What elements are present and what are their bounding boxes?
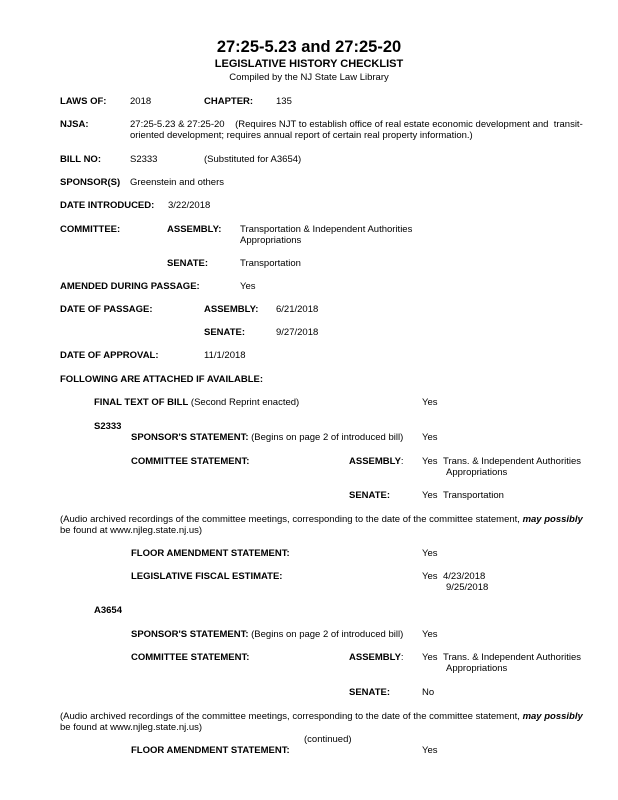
- a3654-senate-value: No: [422, 687, 435, 698]
- passage-assembly-value: 6/21/2018: [276, 304, 319, 315]
- date-introduced-label: DATE INTRODUCED:: [60, 200, 155, 211]
- a3654-assembly-label: ASSEMBLY: [349, 652, 401, 663]
- s2333-assembly-colon: :: [400, 456, 404, 467]
- chapter-value: 135: [276, 96, 292, 107]
- audio-note-2-text: (Audio archived recordings of the committee meetings, corresponding to the date of the committee statement,: [60, 711, 523, 722]
- audio-note-2-emphasis: may possibly: [522, 711, 583, 722]
- audio-note-emphasis: may possibly: [522, 514, 583, 525]
- njsa-description-line1: 27:25-5.23 & 27:25-20 (Requires NJT to establish office of real estate economic development and transit-: [130, 119, 583, 130]
- s2333-heading: S2333: [94, 421, 122, 432]
- passage-label: DATE OF PASSAGE:: [60, 304, 153, 315]
- s2333-floor-amendment-label: FLOOR AMENDMENT STATEMENT:: [131, 548, 290, 559]
- bill-substitution-note: (Substituted for A3654): [204, 154, 302, 165]
- a3654-sponsor-statement-row: [131, 629, 403, 640]
- s2333-fiscal-estimate-value: Yes: [422, 571, 438, 582]
- a3654-assembly-committee-line2: Appropriations: [446, 663, 508, 674]
- audio-note-text: (Audio archived recordings of the committee meetings, corresponding to the date of the committee statement,: [60, 514, 523, 525]
- audio-note-line1: [60, 514, 583, 525]
- committee-assembly-label: ASSEMBLY:: [167, 224, 222, 235]
- committee-assembly-line1: Transportation & Independent Authorities: [240, 224, 413, 235]
- s2333-sponsor-statement-label: SPONSOR'S STATEMENT:: [131, 432, 249, 443]
- approval-label: DATE OF APPROVAL:: [60, 350, 159, 361]
- a3654-assembly-colon: :: [400, 652, 404, 663]
- final-text-note: (Second Reprint enacted): [188, 397, 300, 408]
- audio-note-2-line2: be found at www.njleg.state.nj.us): [60, 722, 203, 733]
- s2333-assembly-committee-line2: Appropriations: [446, 467, 508, 478]
- amended-value: Yes: [240, 281, 256, 292]
- a3654-heading: A3654: [94, 605, 122, 616]
- a3654-floor-amendment-label: FLOOR AMENDMENT STATEMENT:: [131, 745, 290, 756]
- laws-of-label: LAWS OF:: [60, 96, 107, 107]
- s2333-sponsor-statement-row: [131, 432, 403, 443]
- passage-senate-value: 9/27/2018: [276, 327, 319, 338]
- approval-value: 11/1/2018: [204, 350, 246, 361]
- bill-no-label: BILL NO:: [60, 154, 101, 165]
- s2333-fiscal-estimate-label: LEGISLATIVE FISCAL ESTIMATE:: [131, 571, 283, 582]
- final-text-row: [94, 397, 299, 408]
- njsa-description-line2: oriented development; requires annual report of certain real property information.): [130, 130, 473, 141]
- page-subtitle: LEGISLATIVE HISTORY CHECKLIST: [214, 58, 404, 70]
- a3654-sponsor-statement-note: (Begins on page 2 of introduced bill): [248, 629, 404, 640]
- njsa-label: NJSA:: [60, 119, 89, 130]
- a3654-assembly-committee-line1: Trans. & Independent Authorities: [443, 652, 582, 663]
- passage-assembly-label: ASSEMBLY:: [204, 304, 259, 315]
- a3654-sponsor-statement-label: SPONSOR'S STATEMENT:: [131, 629, 249, 640]
- laws-of-value: 2018: [130, 96, 152, 107]
- s2333-assembly-committee-line1: Trans. & Independent Authorities: [443, 456, 582, 467]
- s2333-sponsor-statement-note: (Begins on page 2 of introduced bill): [248, 432, 404, 443]
- page-title: 27:25-5.23 and 27:25-20: [216, 38, 402, 56]
- committee-senate-label: SENATE:: [167, 258, 208, 269]
- passage-senate-label: SENATE:: [204, 327, 245, 338]
- date-introduced-value: 3/22/2018: [168, 200, 211, 211]
- a3654-senate-label: SENATE:: [349, 687, 390, 698]
- amended-label: AMENDED DURING PASSAGE:: [60, 281, 200, 292]
- s2333-committee-statement-label: COMMITTEE STATEMENT:: [131, 456, 250, 467]
- chapter-label: CHAPTER:: [204, 96, 254, 107]
- continued-note: (continued): [304, 734, 352, 745]
- s2333-assembly-row: [349, 456, 404, 467]
- sponsors-label: SPONSOR(S): [60, 177, 121, 188]
- s2333-fiscal-estimate-date1: 4/23/2018: [443, 571, 486, 582]
- compiled-by: Compiled by the NJ State Law Library: [229, 72, 389, 83]
- committee-assembly-line2: Appropriations: [240, 235, 302, 246]
- sponsors-value: Greenstein and others: [130, 177, 225, 188]
- s2333-fiscal-estimate-date2: 9/25/2018: [446, 582, 489, 593]
- bill-no-value: S2333: [130, 154, 158, 165]
- s2333-sponsor-statement-value: Yes: [422, 432, 438, 443]
- final-text-value: Yes: [422, 397, 438, 408]
- s2333-floor-amendment-value: Yes: [422, 548, 438, 559]
- s2333-senate-value: Yes: [422, 490, 438, 501]
- s2333-assembly-value: Yes: [422, 456, 438, 467]
- s2333-senate-label: SENATE:: [349, 490, 390, 501]
- a3654-assembly-row: [349, 652, 404, 663]
- audio-note-2-line1: [60, 711, 583, 722]
- a3654-sponsor-statement-value: Yes: [422, 629, 438, 640]
- final-text-label: FINAL TEXT OF BILL: [94, 397, 189, 408]
- audio-note-line2: be found at www.njleg.state.nj.us): [60, 525, 203, 536]
- s2333-senate-committee: Transportation: [443, 490, 504, 501]
- a3654-committee-statement-label: COMMITTEE STATEMENT:: [131, 652, 250, 663]
- a3654-assembly-value: Yes: [422, 652, 438, 663]
- attached-heading: FOLLOWING ARE ATTACHED IF AVAILABLE:: [60, 374, 263, 385]
- s2333-assembly-label: ASSEMBLY: [349, 456, 401, 467]
- a3654-floor-amendment-value: Yes: [422, 745, 438, 756]
- committee-label: COMMITTEE:: [60, 224, 121, 235]
- committee-senate-value: Transportation: [240, 258, 301, 269]
